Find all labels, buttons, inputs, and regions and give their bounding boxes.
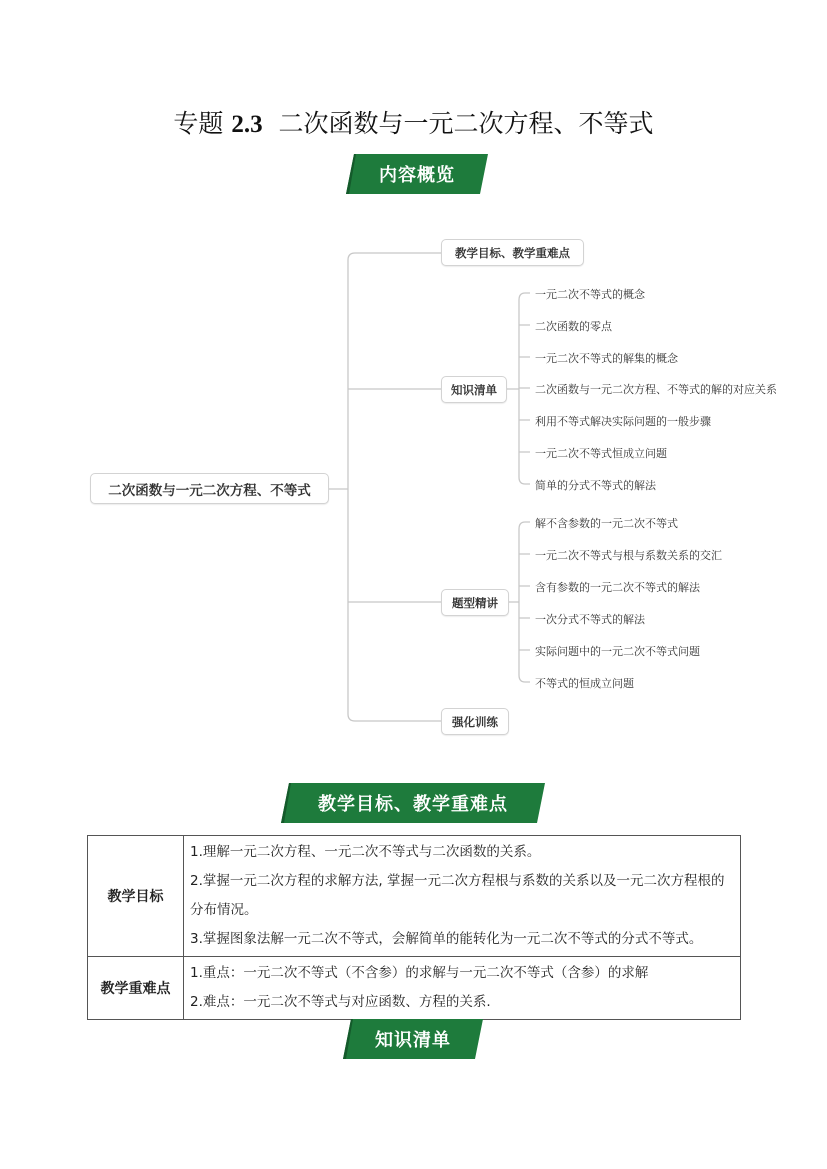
mindmap-leaf[interactable]: 解不含参数的一元二次不等式 (535, 517, 678, 530)
mindmap-leaf[interactable]: 一元二次不等式的解集的概念 (535, 352, 678, 365)
mindmap-leaf[interactable]: 一次分式不等式的解法 (535, 613, 645, 626)
mindmap-leaf[interactable]: 简单的分式不等式的解法 (535, 479, 656, 492)
branch-label: 教学目标、教学重难点 (455, 245, 570, 260)
mindmap-leaf[interactable]: 二次函数与一元二次方程、不等式的解的对应关系 (535, 383, 777, 396)
mindmap-leaf[interactable]: 含有参数的一元二次不等式的解法 (535, 581, 700, 594)
branch-label: 强化训练 (452, 714, 498, 729)
mindmap-root-label: 二次函数与一元二次方程、不等式 (108, 482, 311, 499)
goal-line: 1.重点：一元二次不等式（不含参）的求解与一元二次不等式（含参）的求解 (190, 965, 649, 981)
goal-line: 2.难点：一元二次不等式与对应函数、方程的关系. (190, 994, 491, 1010)
title-prefix: 专题 (173, 109, 224, 138)
goals-banner (281, 783, 545, 823)
mindmap-branch-training[interactable] (441, 708, 509, 735)
title-number: 2.3 (231, 111, 263, 138)
goal-line: 2.掌握一元二次方程的求解方法, 掌握一元二次方程根与系数的关系以及一元二次方程根的分布情况。 (190, 873, 725, 918)
table-row-header: 教学重难点 (88, 957, 184, 1020)
mindmap-branch-examples[interactable] (441, 589, 509, 616)
goals-banner-label: 教学目标、教学重难点 (318, 794, 508, 815)
table-row (88, 957, 741, 1020)
mindmap-leaf[interactable]: 实际问题中的一元二次不等式问题 (535, 645, 700, 658)
checklist-banner (343, 1019, 483, 1059)
mindmap-leaf[interactable]: 一元二次不等式的概念 (535, 288, 645, 301)
table-row-header: 教学目标 (88, 836, 184, 957)
mindmap-leaf[interactable]: 一元二次不等式与根与系数关系的交汇 (535, 549, 722, 562)
title-text: 二次函数与一元二次方程、不等式 (278, 109, 654, 138)
mindmap-leaf[interactable]: 利用不等式解决实际问题的一般步骤 (535, 415, 711, 428)
table-cell (184, 836, 741, 957)
mindmap-leaf[interactable]: 不等式的恒成立问题 (535, 677, 634, 690)
mindmap-branch-goals[interactable] (441, 239, 584, 266)
goal-line: 1.理解一元二次方程、一元二次不等式与二次函数的关系。 (190, 844, 541, 860)
mindmap-leaf[interactable]: 二次函数的零点 (535, 320, 612, 333)
goal-line: 3.掌握图象法解一元二次不等式，会解简单的能转化为一元二次不等式的分式不等式。 (190, 931, 703, 947)
branch-label: 知识清单 (451, 382, 497, 397)
mindmap-root-node[interactable] (90, 473, 329, 504)
mindmap-branch-checklist[interactable] (441, 376, 507, 403)
table-cell (184, 957, 741, 1020)
overview-banner-label: 内容概览 (379, 165, 455, 186)
branch-label: 题型精讲 (452, 595, 498, 610)
goals-table (87, 835, 741, 1020)
table-row (88, 836, 741, 957)
checklist-banner-label: 知识清单 (375, 1030, 451, 1051)
mindmap-leaf[interactable]: 一元二次不等式恒成立问题 (535, 447, 667, 460)
